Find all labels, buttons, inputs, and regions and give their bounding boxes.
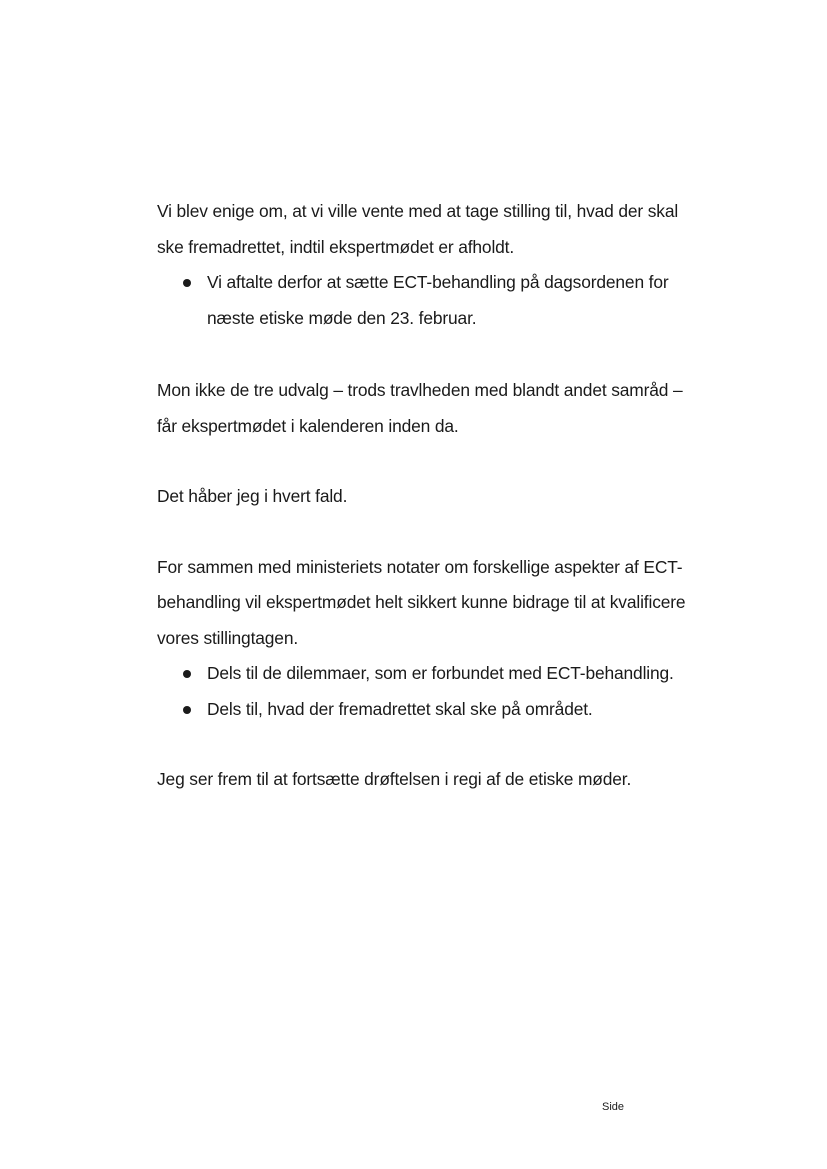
bullet-item-2 — [157, 656, 697, 692]
paragraph-5: Jeg ser frem til at fortsætte drøftelsen i regi af de etiske møder. — [157, 769, 632, 789]
bullet-2-text: Dels til de dilemmaer, som er forbundet med ECT-behandling. — [207, 663, 674, 683]
paragraph-1: Vi blev enige om, at vi ville vente med at tage stilling til, hvad der skal ske fremadrettet, indtil ekspertmødet er afholdt. — [157, 201, 679, 257]
bullet-icon — [183, 706, 191, 714]
document-body — [157, 194, 697, 798]
bullet-icon — [183, 670, 191, 678]
bullet-1-text: Vi aftalte derfor at sætte ECT-behandling på dagsordenen for næste etiske møde den 23. februar. — [207, 272, 669, 328]
page-footer-label: Side — [602, 1101, 625, 1113]
bullet-icon — [183, 279, 191, 287]
bullet-item-1 — [157, 265, 697, 336]
paragraph-2: Mon ikke de tre udvalg – trods travlheden med blandt andet samråd – får ekspertmødet i kalenderen inden da. — [157, 380, 683, 436]
paragraph-4: For sammen med ministeriets notater om forskellige aspekter af ECT-behandling vil ekspertmødet helt sikkert kunne bidrage til at kvalificere vores stillingtagen. — [157, 556, 686, 648]
paragraph-3: Det håber jeg i hvert fald. — [157, 486, 348, 506]
bullet-item-3 — [157, 692, 697, 728]
bullet-3-text: Dels til, hvad der fremadrettet skal ske på området. — [207, 698, 593, 719]
